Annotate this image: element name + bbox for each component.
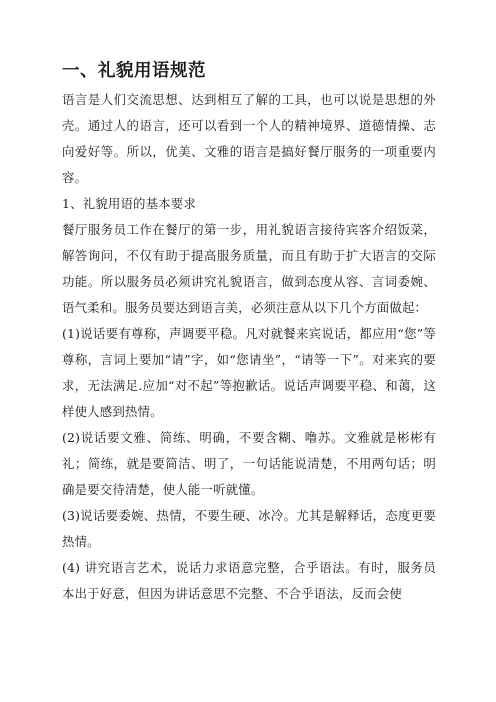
document-body: [62, 58, 436, 607]
section-heading: 一、礼貌用语规范: [62, 61, 206, 81]
rule-1-paragraph: (1)说话要有尊称，声调要平稳。凡对就餐来宾说话，都应用“您”等尊称，言词上要加“请”字，如“您请坐”，“请等一下”。对来宾的要求，无法满足.应加“对不起”等抱歉话。说话声调要平稳、和蔼，这样使人感到热情。: [62, 326, 436, 419]
rule-2-paragraph: (2)说话要文雅、简练、明确，不要含糊、噜苏。文雅就是彬彬有礼；简练，就是要简洁、明了，一句话能说清楚，不用两句话；明确是要交待清楚，使人能一听就懂。: [62, 430, 436, 497]
requirements-paragraph: 餐厅服务员工作在餐厅的第一步，用礼貌语言接待宾客介绍饭菜，解答询问，不仅有助于提高服务质量，而且有助于扩大语言的交际功能。所以服务员必须讲究礼貌语言，做到态度从容、言词委婉、语气柔和。服务员要达到语言美，必须注意从以下几个方面做起：: [62, 222, 436, 315]
intro-paragraph: 语言是人们交流思想、达到相互了解的工具，也可以说是思想的外壳。通过人的语言，还可以看到一个人的精神境界、道德情操、志向爱好等。所以，优美、文雅的语言是搞好餐厅服务的一项重要内容。: [62, 92, 436, 185]
subsection-heading: 1、礼貌用语的基本要求: [62, 196, 196, 211]
rule-4-paragraph: (4) 讲究语言艺术，说话力求语意完整，合乎语法。有时，服务员本出于好意，但因为讲话意思不完整、不合乎语法，反而会使: [62, 560, 436, 601]
rule-3-paragraph: (3)说话要委婉、热情，不要生硬、冰冷。尤其是解释话，态度更要热情。: [62, 508, 436, 549]
